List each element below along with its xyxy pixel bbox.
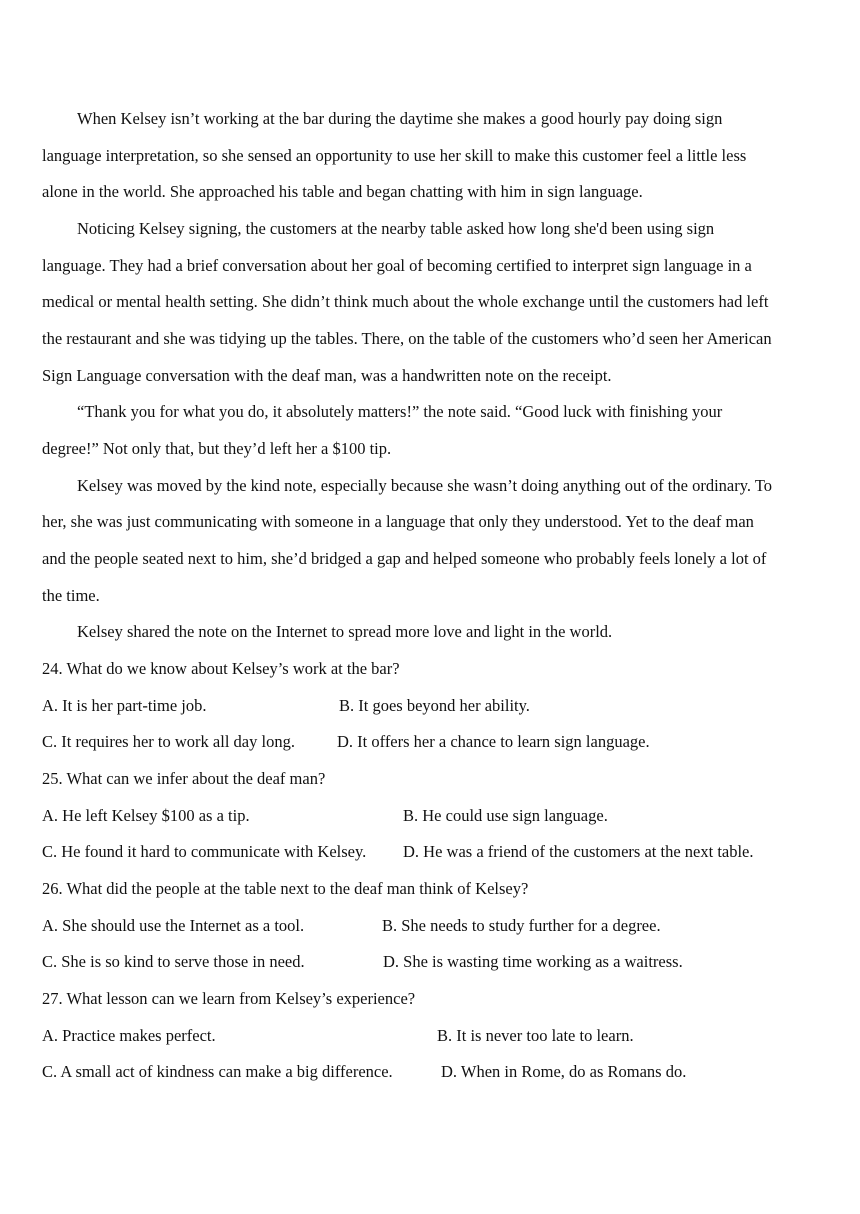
option-d[interactable]: D. When in Rome, do as Romans do. (441, 1062, 687, 1081)
option-b[interactable]: B. It is never too late to learn. (437, 1026, 634, 1045)
question-stem: 25. What can we infer about the deaf man? (42, 769, 326, 788)
option-d[interactable]: D. He was a friend of the customers at the next table. (403, 842, 754, 861)
option-a[interactable]: A. He left Kelsey $100 as a tip. (42, 806, 250, 825)
passage-line: “Thank you for what you do, it absolutely matters!” the note said. “Good luck with finishing your (77, 402, 723, 421)
passage-line: and the people seated next to him, she’d bridged a gap and helped someone who probably feels lonely a lot of (42, 549, 767, 568)
option-d[interactable]: D. She is wasting time working as a waitress. (383, 952, 683, 971)
option-c[interactable]: C. She is so kind to serve those in need. (42, 952, 305, 971)
option-c[interactable]: C. It requires her to work all day long. (42, 732, 295, 751)
option-c[interactable]: C. A small act of kindness can make a big difference. (42, 1062, 393, 1081)
option-row (42, 731, 832, 753)
passage-line: language interpretation, so she sensed an opportunity to use her skill to make this customer feel a little less (42, 146, 747, 165)
passage-line: language. They had a brief conversation about her goal of becoming certified to interpret sign language in a (42, 256, 752, 275)
option-row (42, 915, 832, 937)
passage-line: Noticing Kelsey signing, the customers at the nearby table asked how long she'd been using sign (77, 219, 715, 238)
passage-line: degree!” Not only that, but they’d left her a $100 tip. (42, 439, 392, 458)
option-b[interactable]: B. He could use sign language. (403, 806, 608, 825)
option-b[interactable]: B. She needs to study further for a degree. (382, 916, 661, 935)
passage-line: When Kelsey isn’t working at the bar during the daytime she makes a good hourly pay doing sign (77, 109, 723, 128)
passage-line: her, she was just communicating with someone in a language that only they understood. Yet to the deaf man (42, 512, 754, 531)
question-stem: 27. What lesson can we learn from Kelsey’s experience? (42, 989, 416, 1008)
option-row (42, 1061, 832, 1083)
option-b[interactable]: B. It goes beyond her ability. (339, 696, 530, 715)
option-row (42, 1025, 832, 1047)
passage-line: Kelsey shared the note on the Internet to spread more love and light in the world. (77, 622, 613, 641)
passage-line: the restaurant and she was tidying up the tables. There, on the table of the customers who’d seen her American (42, 329, 772, 348)
passage-line: Kelsey was moved by the kind note, especially because she wasn’t doing anything out of the ordinary. To (77, 476, 773, 495)
passage-line: medical or mental health setting. She didn’t think much about the whole exchange until the customers had left (42, 292, 769, 311)
question-stem: 24. What do we know about Kelsey’s work at the bar? (42, 659, 400, 678)
option-row (42, 695, 832, 717)
option-row (42, 805, 832, 827)
option-row (42, 951, 832, 973)
option-d[interactable]: D. It offers her a chance to learn sign language. (337, 732, 650, 751)
option-a[interactable]: A. Practice makes perfect. (42, 1026, 216, 1045)
option-c[interactable]: C. He found it hard to communicate with Kelsey. (42, 842, 367, 861)
passage-line: the time. (42, 586, 100, 605)
passage-line: alone in the world. She approached his table and began chatting with him in sign language. (42, 182, 643, 201)
option-a[interactable]: A. She should use the Internet as a tool. (42, 916, 305, 935)
option-row (42, 841, 832, 863)
passage-line: Sign Language conversation with the deaf man, was a handwritten note on the receipt. (42, 366, 612, 385)
question-stem: 26. What did the people at the table next to the deaf man think of Kelsey? (42, 879, 529, 898)
option-a[interactable]: A. It is her part-time job. (42, 696, 207, 715)
